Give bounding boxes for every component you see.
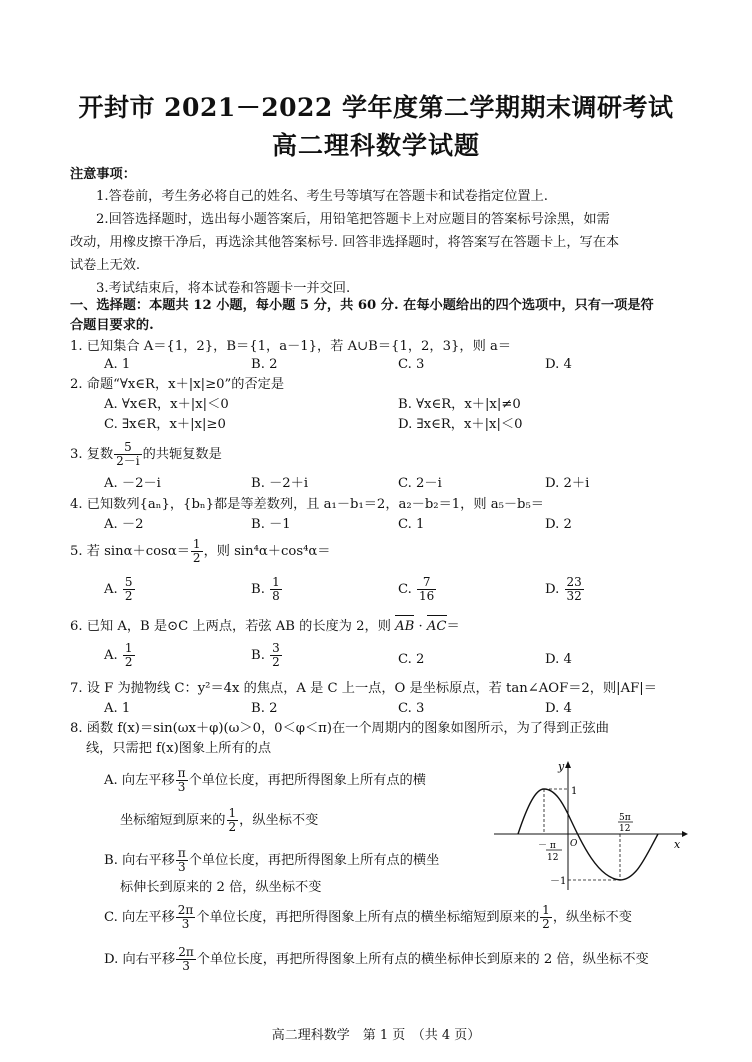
option-fraction: $\frac{3}{2}$ bbox=[272, 641, 280, 669]
option-fraction: $\frac{1}{2}$ bbox=[542, 903, 550, 931]
note-1: 1.答卷前，考生务必将自己的姓名、考生号等填写在答题卡和试卷指定位置上. bbox=[96, 189, 548, 204]
question-3-stem-suffix: 的共轭复数是 bbox=[142, 447, 222, 462]
question-6-option-c: C. 2 bbox=[398, 652, 425, 667]
question-3-stem bbox=[70, 441, 222, 469]
x-axis-label: x bbox=[674, 838, 681, 851]
question-2-option-d: D. ∃x∈R，x＋|x|＜0 bbox=[398, 417, 523, 432]
question-2-stem: 2. 命题“∀x∈R，x＋|x|≥0”的否定是 bbox=[70, 377, 285, 392]
question-3-option-b: B. －2＋i bbox=[251, 476, 309, 491]
question-8-option-a-line-2: 坐标缩短到原来的 $\frac{1}{2}$ ，纵坐标不变 bbox=[120, 806, 319, 834]
question-4-stem: 4. 已知数列{aₙ}，{bₙ}都是等差数列，且 a₁－b₁＝2，a₂－b₂＝1，则 a₅－b₅＝ bbox=[70, 497, 544, 512]
question-6-option-d: D. 4 bbox=[545, 652, 572, 667]
question-3-option-c: C. 2－i bbox=[398, 476, 442, 491]
vector-ac: AC bbox=[427, 618, 447, 636]
question-6-stem: 6. 已知 A，B 是⊙C 上两点，若弦 AB 的长度为 2，则 AB · AC ＝ bbox=[70, 618, 460, 636]
origin-label: O bbox=[570, 839, 578, 849]
option-fraction: $\frac{\pi}{3}$ bbox=[177, 766, 186, 794]
option-label: A. bbox=[104, 648, 118, 663]
question-1-option-c: C. 3 bbox=[398, 357, 425, 372]
y-axis-arrow-icon bbox=[565, 761, 571, 768]
option-label: B. bbox=[251, 582, 265, 597]
question-7-option-c: C. 3 bbox=[398, 701, 425, 716]
section-heading-line-2: 合题目要求的. bbox=[70, 318, 154, 333]
question-4-option-b: B. －1 bbox=[251, 517, 291, 532]
option-fraction: $\frac{23}{32}$ bbox=[566, 575, 582, 603]
question-8-option-c: C. 向左平移 $\frac{2\pi}{3}$ 个单位长度，再把所得图象上所有点的横坐标缩短到原来的 $\frac{1}{2}$ ，纵坐标不变 bbox=[104, 903, 632, 931]
question-5-stem-prefix: 5. 若 sinα＋cosα＝ bbox=[70, 544, 190, 559]
option-label: B. bbox=[251, 648, 265, 663]
question-6-option-b bbox=[251, 642, 283, 670]
note-2-line-3: 试卷上无效. bbox=[70, 258, 141, 273]
option-label: C. bbox=[398, 582, 412, 597]
question-5-option-d bbox=[545, 576, 585, 604]
question-3-option-a: A. －2－i bbox=[104, 476, 161, 491]
question-5-option-b bbox=[251, 576, 283, 604]
question-5-stem bbox=[70, 538, 330, 566]
question-4-option-d: D. 2 bbox=[545, 517, 572, 532]
note-3: 3.考试结束后，将本试卷和答题卡一并交回. bbox=[96, 281, 351, 296]
question-6-stem-prefix: 6. 已知 A，B 是⊙C 上两点，若弦 AB 的长度为 2，则 bbox=[70, 619, 396, 634]
question-5-option-c bbox=[398, 576, 437, 604]
left-tick-numerator: － π bbox=[538, 841, 556, 851]
note-2-line-2: 改动，用橡皮擦干净后，再选涂其他答案标号. 回答非选择题时，将答案写在答题卡上，写在本 bbox=[70, 235, 620, 250]
left-tick-denominator: 12 bbox=[547, 853, 559, 863]
question-7-stem: 7. 设 F 为抛物线 C：y²＝4x 的焦点，A 是 C 上一点，O 是坐标原点，若 tan∠AOF＝2，则|AF|＝ bbox=[70, 681, 657, 696]
question-2-option-a: A. ∀x∈R，x＋|x|＜0 bbox=[104, 397, 229, 412]
question-5-stem-suffix: ，则 sin⁴α＋cos⁴α＝ bbox=[203, 544, 331, 559]
option-fraction: $\frac{\pi}{3}$ bbox=[177, 846, 186, 874]
min-value-label: －1 bbox=[550, 876, 567, 887]
y-axis-label: y bbox=[558, 760, 565, 773]
vector-arrow-icon bbox=[427, 615, 447, 620]
x-axis-arrow-icon bbox=[682, 831, 688, 837]
question-6-option-a bbox=[104, 642, 136, 670]
exam-subtitle: 高二理科数学试题 bbox=[271, 131, 480, 160]
question-8-option-b-line-1: B. 向右平移 $\frac{\pi}{3}$ 个单位长度，再把所得图象上所有点的横坐 bbox=[104, 846, 440, 874]
right-tick-denominator: 12 bbox=[619, 824, 631, 834]
question-4-option-a: A. －2 bbox=[104, 517, 144, 532]
question-8-option-b-line-2: 标伸长到原来的 2 倍，纵坐标不变 bbox=[120, 880, 322, 895]
vector-arrow-icon bbox=[395, 615, 414, 620]
question-2-option-c: C. ∃x∈R，x＋|x|≥0 bbox=[104, 417, 226, 432]
section-heading-line-1: 一、选择题：本题共 12 小题，每小题 5 分，共 60 分. 在每小题给出的四个选项中，只有一项是符 bbox=[70, 298, 654, 313]
question-8-option-a-line-1: A. 向左平移 $\frac{\pi}{3}$ 个单位长度，再把所得图象上所有点的横 bbox=[104, 766, 426, 794]
vector-ab: AB bbox=[395, 618, 414, 636]
option-label: A. bbox=[104, 582, 118, 597]
question-4-option-c: C. 1 bbox=[398, 517, 425, 532]
question-8-option-d: D. 向右平移 $\frac{2\pi}{3}$ 个单位长度，再把所得图象上所有点的横坐标伸长到原来的 2 倍，纵坐标不变 bbox=[104, 945, 649, 973]
question-1-option-a: A. 1 bbox=[104, 357, 131, 372]
question-5-option-a bbox=[104, 576, 136, 604]
option-fraction: $\frac{1}{2}$ bbox=[124, 641, 133, 669]
notes-heading: 注意事项： bbox=[70, 167, 136, 182]
question-7-option-b: B. 2 bbox=[251, 701, 278, 716]
option-fraction: $\frac{1}{8}$ bbox=[272, 575, 280, 603]
question-5-fraction: $\frac{1}{2}$ bbox=[192, 537, 201, 565]
option-fraction: $\frac{2\pi}{3}$ bbox=[178, 945, 194, 973]
option-fraction: $\frac{5}{2}$ bbox=[124, 575, 133, 603]
question-1-option-b: B. 2 bbox=[251, 357, 278, 372]
question-7-option-d: D. 4 bbox=[545, 701, 572, 716]
option-label: D. bbox=[545, 582, 560, 597]
question-3-option-d: D. 2＋i bbox=[545, 476, 590, 491]
option-fraction: $\frac{1}{2}$ bbox=[228, 806, 237, 834]
question-8-stem-line-2: 线，只需把 f(x)图象上所有的点 bbox=[86, 741, 272, 756]
option-fraction: $\frac{7}{16}$ bbox=[419, 575, 435, 603]
option-fraction: $\frac{2\pi}{3}$ bbox=[177, 903, 194, 931]
question-8-stem-line-1: 8. 函数 f(x)＝sin(ωx＋φ)(ω＞0，0＜φ＜π)在一个周期内的图象如图所示，为了得到正弦曲 bbox=[70, 721, 609, 736]
question-7-option-a: A. 1 bbox=[104, 701, 131, 716]
max-value-label: 1 bbox=[571, 786, 578, 797]
page-footer: 高二理科数学 第 1 页 （共 4 页） bbox=[271, 1028, 481, 1043]
sine-graph bbox=[488, 756, 688, 896]
question-3-fraction: $\frac{5}{2-i}$ bbox=[116, 440, 140, 468]
question-3-stem-prefix: 3. 复数 bbox=[70, 447, 114, 462]
right-tick-numerator: 5π bbox=[619, 813, 631, 823]
question-1-stem: 1. 已知集合 A＝{1，2}，B＝{1，a－1}，若 A∪B＝{1，2，3}，则 a＝ bbox=[70, 339, 512, 354]
note-2-line-1: 2.回答选择题时，选出每小题答案后，用铅笔把答题卡上对应题目的答案标号涂黑，如需 bbox=[96, 212, 610, 227]
question-1-option-d: D. 4 bbox=[545, 357, 572, 372]
exam-title: 开封市 2021－2022 学年度第二学期期末调研考试 bbox=[78, 93, 674, 122]
question-2-option-b: B. ∀x∈R，x＋|x|≠0 bbox=[398, 397, 521, 412]
